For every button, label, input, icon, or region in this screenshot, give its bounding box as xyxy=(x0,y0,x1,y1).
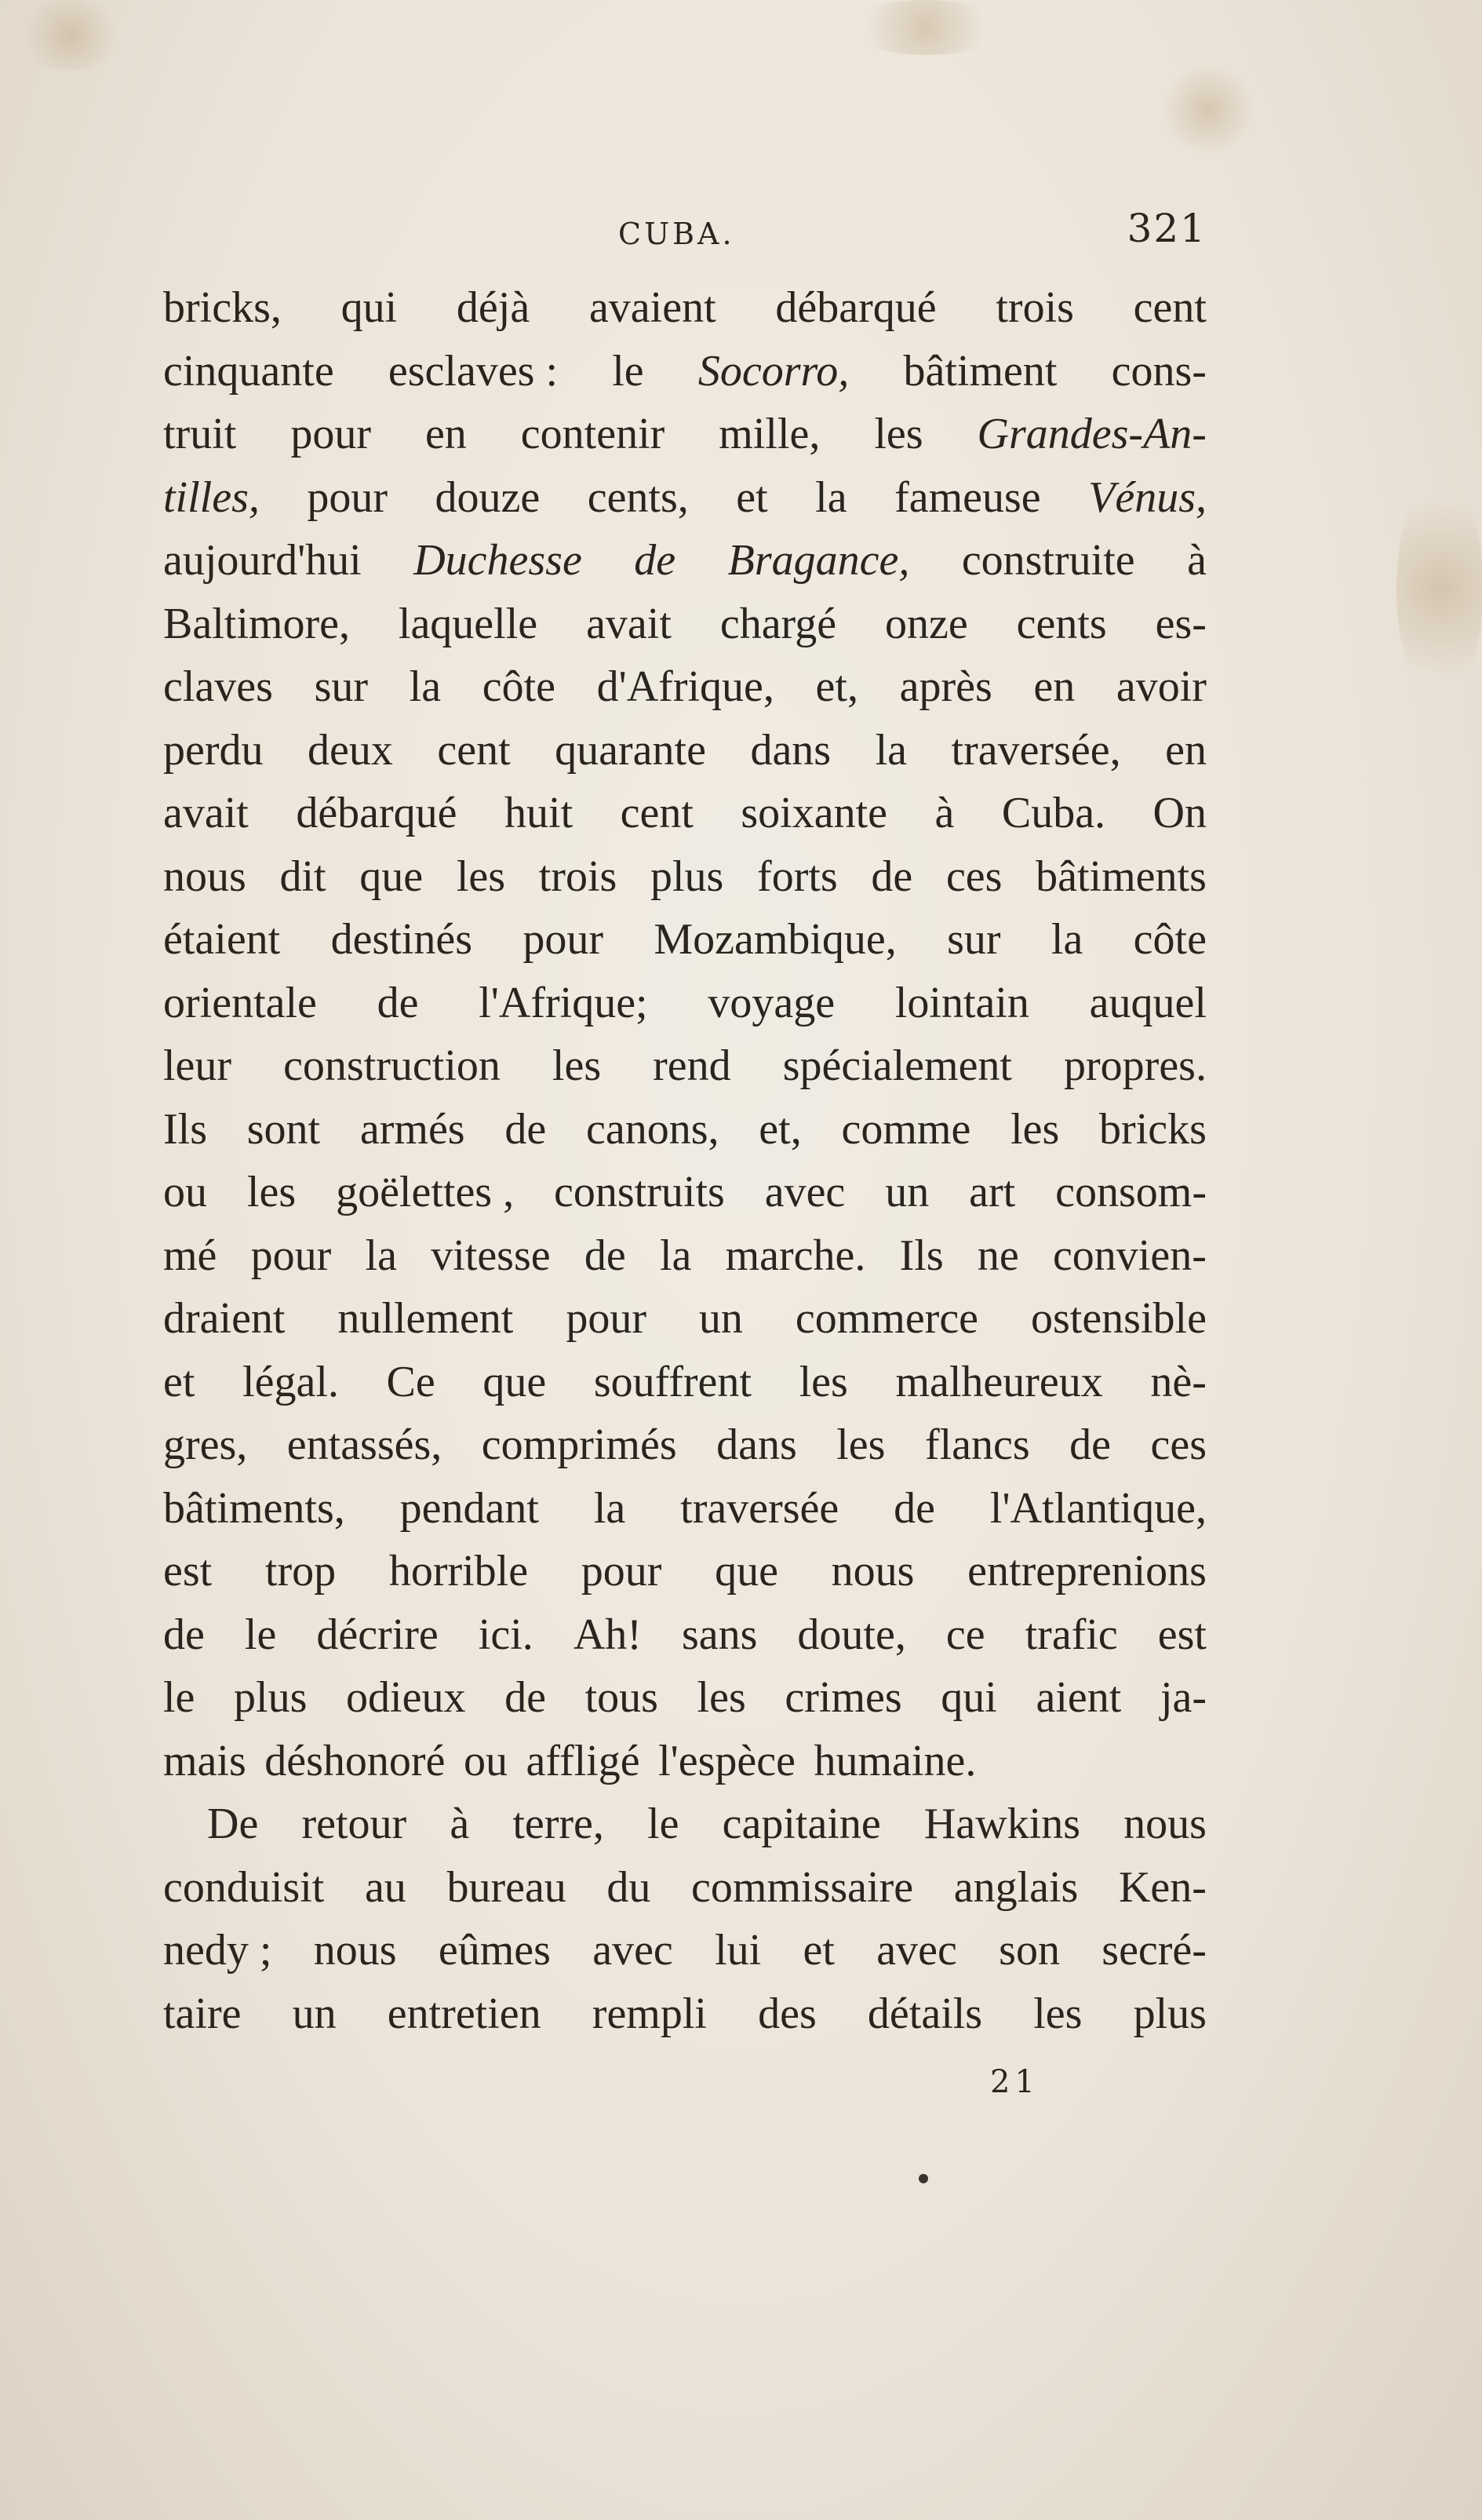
word: leur xyxy=(163,1041,232,1090)
body-text xyxy=(163,276,1207,2045)
word: avait xyxy=(586,599,672,648)
word: de xyxy=(163,1610,205,1659)
word: huit xyxy=(504,789,574,837)
word: Vénus, xyxy=(1088,472,1207,522)
text-line xyxy=(163,782,1207,845)
word: bâtiments xyxy=(1036,852,1207,901)
word: On xyxy=(1152,789,1207,837)
word: dans xyxy=(716,1420,797,1469)
word: traversée xyxy=(680,1483,839,1533)
word: chargé xyxy=(719,599,837,648)
word: pour xyxy=(581,1547,662,1596)
word: avec xyxy=(764,1168,846,1216)
word: voyage xyxy=(708,978,836,1027)
word: le xyxy=(647,1800,679,1848)
word: convien- xyxy=(1052,1231,1207,1280)
word: de xyxy=(377,978,419,1027)
word: avec xyxy=(876,1926,957,1975)
word: l'Afrique; xyxy=(479,978,648,1027)
text-line xyxy=(163,972,1207,1035)
word: la xyxy=(659,1231,692,1280)
word: draient xyxy=(163,1294,286,1343)
word: pour xyxy=(290,410,371,458)
text-line xyxy=(163,1287,1207,1351)
text-line xyxy=(163,1540,1207,1603)
word: canons, xyxy=(586,1104,719,1154)
word: dit xyxy=(279,852,326,901)
word: les xyxy=(836,1420,886,1469)
word: Baltimore, xyxy=(163,599,350,648)
word: secré- xyxy=(1101,1926,1207,1975)
word: quarante xyxy=(555,725,706,775)
word: ces xyxy=(1150,1420,1207,1469)
word: les xyxy=(697,1673,746,1722)
word: Mozambique, xyxy=(654,915,897,964)
word: nedy ; xyxy=(163,1926,272,1975)
word: Socorro, xyxy=(697,346,850,396)
word: en xyxy=(1033,662,1076,711)
word: de xyxy=(634,536,676,585)
word: trop xyxy=(264,1547,337,1596)
word: le xyxy=(612,346,644,396)
word: les xyxy=(1033,1989,1083,2038)
word: laquelle xyxy=(398,599,538,648)
word: Bragance, xyxy=(727,536,910,585)
word: tous xyxy=(584,1673,658,1722)
word: horrible xyxy=(388,1547,529,1596)
text-line xyxy=(163,1224,1207,1288)
word: retour xyxy=(301,1800,407,1848)
text-line xyxy=(163,908,1207,972)
word: Duchesse xyxy=(413,536,582,585)
word: bricks xyxy=(1099,1104,1207,1154)
text-line xyxy=(163,1603,1207,1667)
paper-stain xyxy=(1396,471,1482,706)
word: les xyxy=(874,410,923,458)
word: onze xyxy=(884,599,968,648)
word: de xyxy=(894,1483,936,1533)
word: de xyxy=(584,1231,626,1280)
word: plus xyxy=(234,1673,308,1722)
word: De xyxy=(207,1800,259,1848)
word: à xyxy=(934,789,955,837)
word: avait xyxy=(163,789,249,837)
word: ce xyxy=(945,1610,985,1659)
word: eûmes xyxy=(438,1926,551,1975)
word: débarqué xyxy=(775,283,937,332)
word: qui xyxy=(340,283,398,332)
word: et xyxy=(736,472,768,522)
word: tilles, xyxy=(163,472,260,522)
text-line xyxy=(163,1666,1207,1730)
word: légal. xyxy=(242,1357,339,1406)
page-number: 321 xyxy=(1127,206,1207,251)
word: trois xyxy=(538,852,617,901)
word: construction xyxy=(283,1041,501,1090)
word: fameuse xyxy=(894,472,1041,522)
word: de xyxy=(1069,1420,1111,1469)
word: crimes xyxy=(785,1673,902,1722)
word: cons- xyxy=(1111,346,1207,396)
word: nè- xyxy=(1150,1357,1207,1406)
word: ne xyxy=(977,1231,1019,1280)
word: bâtiment xyxy=(903,346,1058,396)
word: destinés xyxy=(330,915,472,964)
word: et, xyxy=(815,662,858,711)
word: commerce xyxy=(795,1294,979,1343)
word: conduisit xyxy=(163,1862,325,1912)
word: affligé xyxy=(526,1736,640,1785)
word: un xyxy=(885,1168,930,1216)
word: avoir xyxy=(1116,662,1207,711)
word: et xyxy=(163,1357,195,1406)
word: mille, xyxy=(719,410,821,458)
word: construite xyxy=(961,536,1135,585)
paper-stain xyxy=(16,0,126,71)
word: côte xyxy=(482,662,555,711)
text-line xyxy=(163,1098,1207,1162)
word: douze xyxy=(435,472,541,522)
word: ici. xyxy=(478,1610,533,1659)
word: est xyxy=(163,1547,213,1596)
text-line xyxy=(163,655,1207,719)
word: le xyxy=(163,1673,195,1722)
word: perdu xyxy=(163,725,264,775)
text-line xyxy=(163,1730,1207,1793)
word: après xyxy=(899,662,992,711)
word: l'Atlantique, xyxy=(989,1483,1207,1533)
text-line xyxy=(163,340,1207,403)
signature-mark: 21 xyxy=(990,2064,1040,2100)
text-line xyxy=(163,1919,1207,1982)
word: art xyxy=(969,1168,1016,1216)
word: déshonoré xyxy=(264,1736,446,1785)
word: ces xyxy=(945,852,1003,901)
word: le xyxy=(244,1610,277,1659)
word: souffrent xyxy=(593,1357,752,1406)
word: marche. xyxy=(725,1231,866,1280)
word: du xyxy=(606,1862,651,1912)
word: côte xyxy=(1133,915,1207,964)
word: ja- xyxy=(1160,1673,1207,1722)
word: goëlettes , xyxy=(336,1168,515,1216)
word: cinquante xyxy=(163,346,334,396)
word: entassés, xyxy=(286,1420,442,1469)
word: sans xyxy=(681,1610,758,1659)
word: plus xyxy=(1133,1989,1207,2038)
word: débarqué xyxy=(296,789,457,837)
ink-dot xyxy=(919,2174,928,2183)
word: Ah! xyxy=(573,1610,642,1659)
word: que xyxy=(359,852,424,901)
running-title: CUBA. xyxy=(618,217,735,251)
text-line xyxy=(163,1856,1207,1920)
word: que xyxy=(715,1547,778,1596)
text-line xyxy=(163,1351,1207,1414)
text-line xyxy=(163,1161,1207,1224)
word: truit xyxy=(163,410,237,458)
word: Hawkins xyxy=(923,1800,1081,1848)
text-line xyxy=(163,1477,1207,1541)
word: de xyxy=(504,1673,546,1722)
paper-stain xyxy=(847,0,1004,55)
word: en xyxy=(424,410,467,458)
word: bricks, xyxy=(163,283,282,332)
word: la xyxy=(875,725,908,775)
word: les xyxy=(246,1168,297,1216)
word: et, xyxy=(759,1104,802,1154)
word: comprimés xyxy=(481,1420,677,1469)
word: Cuba. xyxy=(1001,789,1106,837)
word: commissaire xyxy=(691,1862,914,1912)
word: Ils xyxy=(163,1104,207,1154)
word: les xyxy=(456,852,506,901)
word: lointain xyxy=(894,978,1029,1027)
word: décrire xyxy=(316,1610,439,1659)
word: et xyxy=(803,1926,835,1975)
word: des xyxy=(758,1989,817,2038)
word: plus xyxy=(650,852,724,901)
word: déjà xyxy=(456,283,530,332)
word: que xyxy=(482,1357,547,1406)
word: vitesse xyxy=(431,1231,551,1280)
word: en xyxy=(1165,725,1207,775)
word: la xyxy=(365,1231,397,1280)
word: qui xyxy=(941,1673,997,1722)
word: détails xyxy=(867,1989,983,2038)
word: es- xyxy=(1155,599,1207,648)
word: pendant xyxy=(399,1483,539,1533)
word: ou xyxy=(163,1168,207,1216)
word: un xyxy=(698,1294,743,1343)
word: sont xyxy=(246,1104,321,1154)
word: malheureux xyxy=(895,1357,1103,1406)
word: odieux xyxy=(346,1673,466,1722)
word: traversée, xyxy=(951,725,1121,775)
word: son xyxy=(999,1926,1060,1975)
word: aient xyxy=(1036,1673,1122,1722)
word: nous xyxy=(1123,1800,1207,1848)
word: les xyxy=(1010,1104,1060,1154)
word: pour xyxy=(250,1231,332,1280)
word: trafic xyxy=(1025,1610,1118,1659)
word: doute, xyxy=(797,1610,906,1659)
word: dans xyxy=(750,725,832,775)
word: armés xyxy=(359,1104,465,1154)
running-head xyxy=(163,206,1207,268)
word: nullement xyxy=(337,1294,514,1343)
paper-stain xyxy=(1161,63,1255,157)
word: mé xyxy=(163,1231,217,1280)
word: capitaine xyxy=(722,1800,881,1848)
word: Grandes-An- xyxy=(977,410,1207,458)
word: orientale xyxy=(163,978,317,1027)
word: comme xyxy=(841,1104,971,1154)
word: pour xyxy=(566,1294,646,1343)
word: est xyxy=(1157,1610,1207,1659)
word: rempli xyxy=(592,1989,707,2038)
word: nous xyxy=(163,852,246,901)
word: à xyxy=(1187,536,1207,585)
word: un xyxy=(292,1989,337,2038)
word: soixante xyxy=(741,789,888,837)
word: ostensible xyxy=(1030,1294,1207,1343)
word: les xyxy=(799,1357,848,1406)
text-line xyxy=(163,1034,1207,1098)
word: au xyxy=(364,1862,406,1912)
word: gres, xyxy=(163,1420,248,1469)
word: terre, xyxy=(512,1800,604,1848)
word: la xyxy=(1051,915,1083,964)
word: Ils xyxy=(899,1231,944,1280)
word: spécialement xyxy=(782,1041,1012,1090)
word: avec xyxy=(592,1926,673,1975)
word: la xyxy=(815,472,847,522)
word: sur xyxy=(947,915,1001,964)
word: la xyxy=(593,1483,626,1533)
word: pour xyxy=(307,472,388,522)
text-line xyxy=(163,403,1207,466)
word: construits xyxy=(554,1168,725,1216)
word: deux xyxy=(308,725,393,775)
word: cents xyxy=(1016,599,1107,648)
text-line xyxy=(163,1792,1207,1856)
word: avaient xyxy=(588,283,716,332)
word: forts xyxy=(757,852,838,901)
word: flancs xyxy=(924,1420,1030,1469)
word: de xyxy=(504,1104,547,1154)
text-line xyxy=(163,529,1207,593)
word: bâtiments, xyxy=(163,1483,345,1533)
word: cent xyxy=(1133,283,1207,332)
word: humaine. xyxy=(814,1736,977,1785)
word: anglais xyxy=(953,1862,1079,1912)
word: entreprenions xyxy=(967,1547,1207,1596)
word: cent xyxy=(437,725,511,775)
text-line xyxy=(163,1413,1207,1477)
word: l'espèce xyxy=(658,1736,796,1785)
word: entretien xyxy=(387,1989,541,2038)
word: de xyxy=(871,852,913,901)
text-line xyxy=(163,593,1207,656)
word: trois xyxy=(996,283,1074,332)
word: d'Afrique, xyxy=(596,662,774,711)
word: étaient xyxy=(163,915,281,964)
word: Ken- xyxy=(1118,1862,1207,1912)
word: pour xyxy=(523,915,603,964)
word: claves xyxy=(163,662,273,711)
text-line xyxy=(163,276,1207,340)
word: mais xyxy=(163,1736,246,1785)
word: ou xyxy=(463,1736,508,1785)
word: cents, xyxy=(587,472,689,522)
word: rend xyxy=(653,1041,731,1090)
word: consom- xyxy=(1055,1168,1207,1216)
word: contenir xyxy=(520,410,665,458)
word: taire xyxy=(163,1989,242,2038)
word: propres. xyxy=(1064,1041,1207,1090)
word: cent xyxy=(620,789,694,837)
word: auquel xyxy=(1089,978,1207,1027)
word: à xyxy=(450,1800,470,1848)
word: nous xyxy=(831,1547,915,1596)
word: esclaves : xyxy=(388,346,559,396)
text-line xyxy=(163,1982,1207,2046)
text-line xyxy=(163,466,1207,530)
word: bureau xyxy=(446,1862,566,1912)
word: les xyxy=(552,1041,602,1090)
text-line xyxy=(163,719,1207,782)
text-line xyxy=(163,845,1207,909)
word: lui xyxy=(715,1926,762,1975)
word: sur xyxy=(314,662,369,711)
word: la xyxy=(409,662,442,711)
word: aujourd'hui xyxy=(163,536,362,585)
word: Ce xyxy=(386,1357,435,1406)
word: nous xyxy=(313,1926,397,1975)
